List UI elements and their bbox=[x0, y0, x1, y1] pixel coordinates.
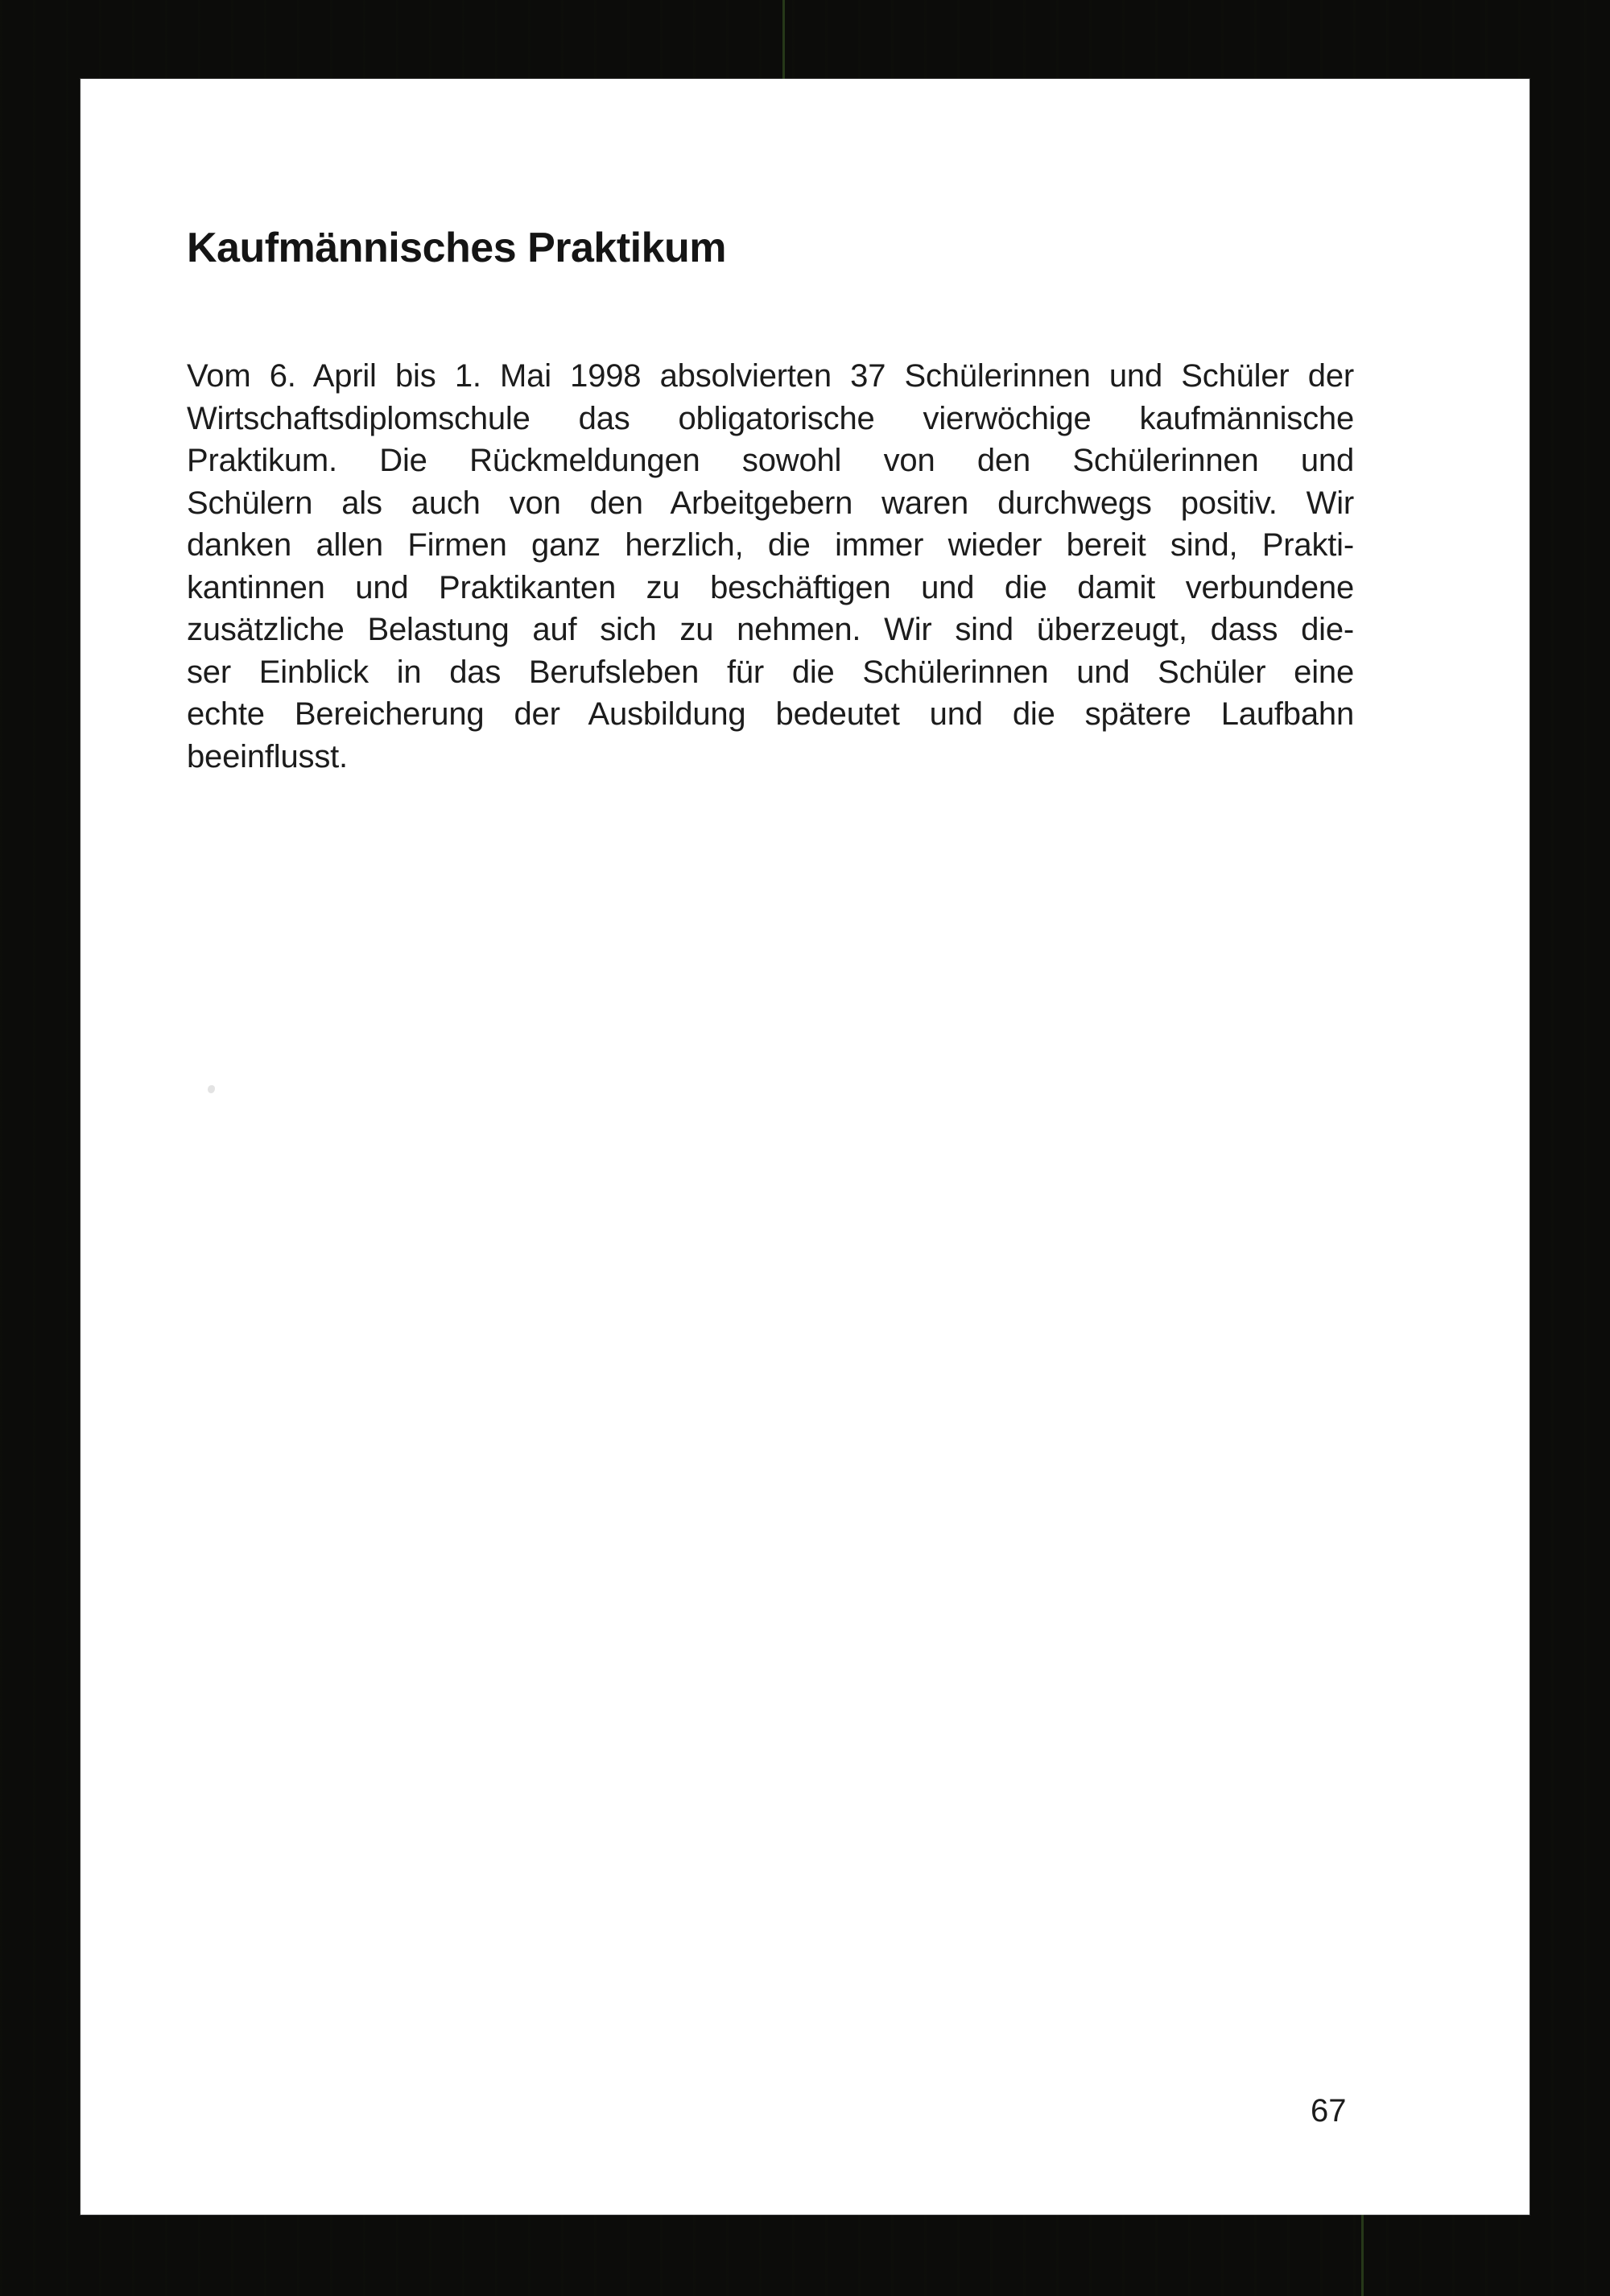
body-line-8: ser Einblick in das Berufsleben für die Schülerinnen und Schüler eine bbox=[187, 654, 1354, 690]
body-line-3: Praktikum. Die Rückmeldungen sowohl von den Schülerinnen und bbox=[187, 443, 1354, 478]
page-title: Kaufmännisches Praktikum bbox=[187, 225, 727, 271]
body-line-5: danken allen Firmen ganz herzlich, die immer wieder bereit sind, Prakti- bbox=[187, 527, 1354, 563]
body-line-6: kantinnen und Praktikanten zu beschäftigen und die damit verbundene bbox=[187, 569, 1354, 605]
page-number: 67 bbox=[1311, 2093, 1347, 2129]
body-line-7: zusätzliche Belastung auf sich zu nehmen. Wir sind überzeugt, dass die- bbox=[187, 612, 1354, 647]
document-page bbox=[80, 79, 1530, 2215]
body-paragraph bbox=[187, 355, 1354, 778]
scan-speck bbox=[208, 1085, 215, 1093]
body-line-9: echte Bereicherung der Ausbildung bedeutet und die spätere Laufbahn bbox=[187, 696, 1354, 732]
body-line-2: Wirtschaftsdiplomschule das obligatorische vierwöchige kaufmännische bbox=[187, 400, 1354, 436]
body-line-1: Vom 6. April bis 1. Mai 1998 absolvierten 37 Schülerinnen und Schüler der bbox=[187, 358, 1354, 394]
scan-artifact-line-bottom bbox=[1361, 2214, 1364, 2296]
body-line-10: beeinflusst. bbox=[187, 738, 348, 774]
scan-artifact-line-top bbox=[782, 0, 785, 81]
body-line-4: Schülern als auch von den Arbeitgebern waren durchwegs positiv. Wir bbox=[187, 485, 1354, 521]
